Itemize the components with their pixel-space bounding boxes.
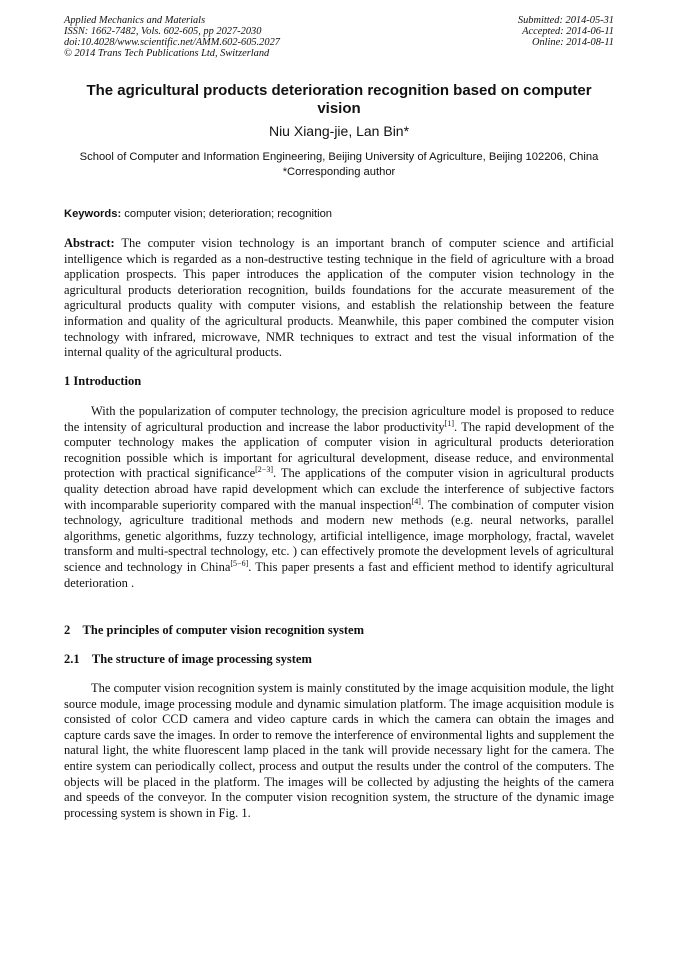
intro-text-d: . The combination of computer vision technology, agriculture traditional methods and modern new methods (e.g. neural networks, parallel algorithms, genetic algorithms, fuzzy technology, artificial intelligence, image morphology, fractal, wavelet transform and multi-spectral technology, etc. ) can effectively promote the development levels of agricultural science and technology in China bbox=[64, 497, 614, 574]
abstract-text: The computer vision technology is an important branch of computer science and artificial intelligence which is regarded as a non-destructive testing technique in the field of agriculture with a broad application prospects. This paper introduces the application of the computer vision technology in the agricultural products deterioration recognition, builds foundations for the accurate measurement of the agricultural products quality with computer visions, and establish the relationship between the feature information and quality of the agricultural products. Meanwhile, this paper combined the computer vision technology with infrared, microwave, NMR techniques to extract and test the visual information of the internal quality of the agricultural products. bbox=[64, 236, 614, 360]
abstract bbox=[64, 236, 614, 361]
corresponding-author-note: *Corresponding author bbox=[282, 166, 396, 178]
journal-header-right bbox=[518, 15, 614, 48]
keywords-label: Keywords: bbox=[64, 208, 122, 220]
intro-text-c: . The applications of the computer vision in agricultural products quality detection abroad have rapid development which can exclude the interference of subjective factors with incomparable superiority compared with the manual inspection bbox=[64, 466, 614, 512]
abstract-label: Abstract: bbox=[64, 236, 115, 250]
affiliation: School of Computer and Information Engineering, Beijing University of Agriculture, Beijing 102206, China bbox=[79, 151, 599, 163]
accepted-date: Accepted: 2014-06-11 bbox=[522, 26, 614, 37]
issn-line: ISSN: 1662-7482, Vols. 602-605, pp 2027-2030 bbox=[64, 26, 262, 37]
keywords bbox=[64, 207, 614, 221]
section-heading-introduction: 1 Introduction bbox=[64, 374, 142, 388]
journal-header-left bbox=[64, 15, 280, 59]
author-list: Niu Xiang-jie, Lan Bin* bbox=[268, 123, 410, 139]
introduction-paragraph bbox=[64, 404, 614, 591]
citation-5-6[interactable]: [5−6] bbox=[230, 558, 249, 568]
citation-1[interactable]: [1] bbox=[444, 418, 454, 428]
keywords-text: computer vision; deterioration; recognition bbox=[121, 208, 333, 220]
online-date: Online: 2014-08-11 bbox=[531, 37, 614, 48]
paper-title: The agricultural products deterioration recognition based on computer vision bbox=[86, 82, 592, 117]
journal-name: Applied Mechanics and Materials bbox=[64, 15, 206, 26]
subsection-heading-structure: 2.1 The structure of image processing system bbox=[64, 652, 312, 666]
intro-text-e: . This paper presents a fast and efficient method to identify agricultural deterioration . bbox=[64, 559, 615, 590]
citation-4[interactable]: [4] bbox=[411, 496, 421, 506]
submitted-date: Submitted: 2014-05-31 bbox=[517, 15, 614, 26]
citation-2-3[interactable]: [2−3] bbox=[255, 465, 273, 475]
affiliation-block bbox=[64, 150, 614, 180]
section-heading-principles: 2 The principles of computer vision recognition system bbox=[64, 623, 364, 637]
structure-paragraph: The computer vision recognition system is mainly constituted by the image acquisition module, the light source module, image processing module and dynamic simulation platform. The image acquisition module is consisted of color CCD camera and video capture cards in which the camera can obtain the images and capture cards save the images. In order to remove the interference of environmental lights and supplement the natural light, the white fluorescent lamp placed in the tank will provide necessary light for the camera. The entire system can periodically collect, process and output the results under the control of the computers. The objects will be placed in the platform. The images will be collected by adjusting the heights of the camera and speeds of the conveyor. In the computer vision recognition system, the structure of the dynamic image processing system is shown in Fig. 1. bbox=[64, 681, 614, 820]
intro-text-b: . The rapid development of the computer technology makes the application of computer vision in agricultural products deterioration recognition possible which is important for agricultural development, disease reduce, and environmental protection with practical significance bbox=[64, 419, 614, 481]
copyright-line: © 2014 Trans Tech Publications Ltd, Switzerland bbox=[64, 48, 270, 59]
doi-line: doi:10.4028/www.scientific.net/AMM.602-605.2027 bbox=[64, 37, 280, 48]
intro-text-a: With the popularization of computer technology, the precision agriculture model is proposed to reduce the intensity of agricultural production and increase the labor productivity bbox=[64, 404, 614, 434]
